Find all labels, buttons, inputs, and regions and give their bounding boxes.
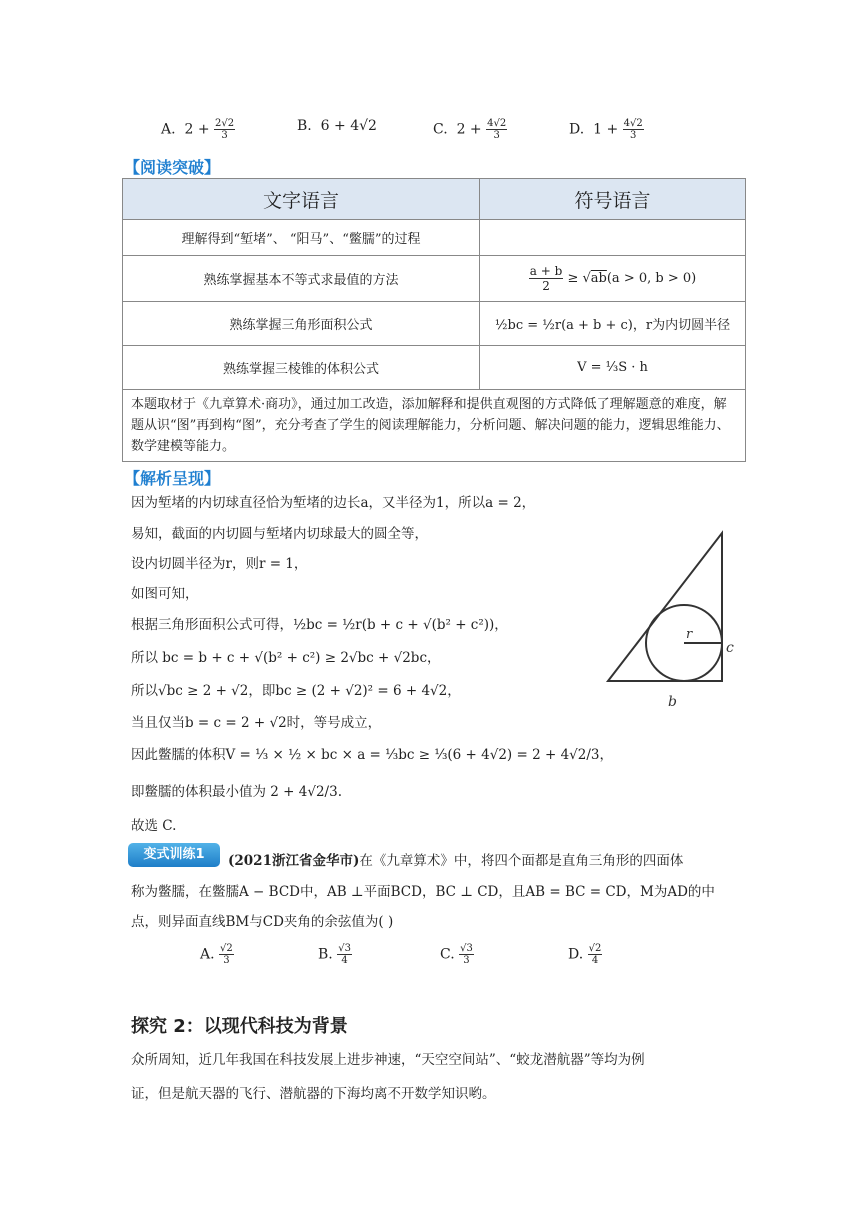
exercise-text-1: (2021浙江省金华市)在《九章算术》中，将四个面都是直角三角形的四面体 <box>228 853 684 869</box>
analysis-line: 因此鳖臑的体积V = ⅓ × ½ × bc × a = ⅓bc ≥ ⅓(6 + 4√2) = 2 + 4√2/3， <box>131 747 613 763</box>
option-a: A. 2 + $\frac{2√2}{3}$ <box>161 118 235 141</box>
analysis-line: 因为堑堵的内切球直径恰为堑堵的边长a，又半径为1，所以a = 2， <box>131 495 536 511</box>
analysis-line: 根据三角形面积公式可得，½bc = ½r(b + c + √(b² + c²))， <box>131 617 508 633</box>
section2-para-1: 众所周知，近几年我国在科技发展上进步神速，“天空空间站”、“蛟龙潜航器”等均为例 <box>131 1052 645 1068</box>
section2-para-2: 证，但是航天器的飞行、潜航器的下海均离不开数学知识哟。 <box>131 1086 496 1102</box>
option-c: C. 2 + $\frac{4√2}{3}$ <box>433 118 507 141</box>
row-text: 理解得到“堑堵”、 “阳马”、“鳖臑”的过程 <box>123 220 480 256</box>
triangle-incircle-figure <box>600 528 750 718</box>
analysis-line: 设内切圆半径为r，则r = 1， <box>131 556 308 572</box>
label-r: r <box>686 627 693 642</box>
header-symbol-language: 符号语言 <box>480 179 746 220</box>
reading-title: 【阅读突破】 <box>124 158 221 177</box>
row-text: 熟练掌握三角形面积公式 <box>123 302 480 346</box>
exercise-badge: 变式训练1 <box>128 843 220 867</box>
row-symbol <box>480 220 746 256</box>
table-note: 本题取材于《九章算术·商功》，通过加工改造，添加解释和提供直观图的方式降低了理解题意的难度，解题从识“图”再到构“图”，充分考查了学生的阅读理解能力，分析问题、解决问题的能力，逻辑思维能力、数学建模等能力。 <box>123 390 746 462</box>
analysis-line: 如图可知， <box>131 586 199 602</box>
analysis-line: 故选 C. <box>131 818 177 834</box>
analysis-line: 即鳖臑的体积最小值为 2 + 4√2/3. <box>131 784 342 800</box>
row-symbol: ½bc = ½r(a + b + c)，r为内切圆半径 <box>480 302 746 346</box>
exercise-option-c: C. $\frac{√3}{3}$ <box>440 943 473 966</box>
row-symbol: V = ⅓S · h <box>480 346 746 390</box>
option-d: D. 1 + $\frac{4√2}{3}$ <box>569 118 643 141</box>
analysis-line: 易知，截面的内切圆与堑堵内切球最大的圆全等， <box>131 526 428 542</box>
row-text: 熟练掌握三棱锥的体积公式 <box>123 346 480 390</box>
exercise-option-a: A. $\frac{√2}{3}$ <box>200 943 233 966</box>
option-b: B. 6 + 4√2 <box>297 118 377 134</box>
label-c: c <box>726 640 734 656</box>
reading-table <box>122 178 746 462</box>
exercise-option-d: D. $\frac{√2}{4}$ <box>568 943 602 966</box>
analysis-line: 所以√bc ≥ 2 + √2，即bc ≥ (2 + √2)² = 6 + 4√2， <box>131 683 461 699</box>
analysis-title: 【解析呈现】 <box>124 469 221 488</box>
exercise-text-2: 称为鳖臑，在鳖臑A − BCD中，AB ⊥平面BCD，BC ⊥ CD，且AB = BC = CD，M为AD的中 <box>131 884 715 900</box>
label-b: b <box>668 694 677 710</box>
header-text-language: 文字语言 <box>123 179 480 220</box>
row-text: 熟练掌握基本不等式求最值的方法 <box>123 256 480 302</box>
exercise-option-b: B. $\frac{√3}{4}$ <box>318 943 351 966</box>
analysis-line: 所以 bc = b + c + √(b² + c²) ≥ 2√bc + √2bc， <box>131 650 441 666</box>
analysis-line: 当且仅当b = c = 2 + √2时，等号成立， <box>131 715 382 731</box>
exercise-text-3: 点，则异面直线BM与CD夹角的余弦值为( ) <box>131 914 394 930</box>
row-symbol: $\frac{a + b}{2}$ ≥ √ab(a > 0, b > 0) <box>480 256 746 302</box>
section2-title: 探究 2：以现代科技为背景 <box>131 1016 348 1037</box>
